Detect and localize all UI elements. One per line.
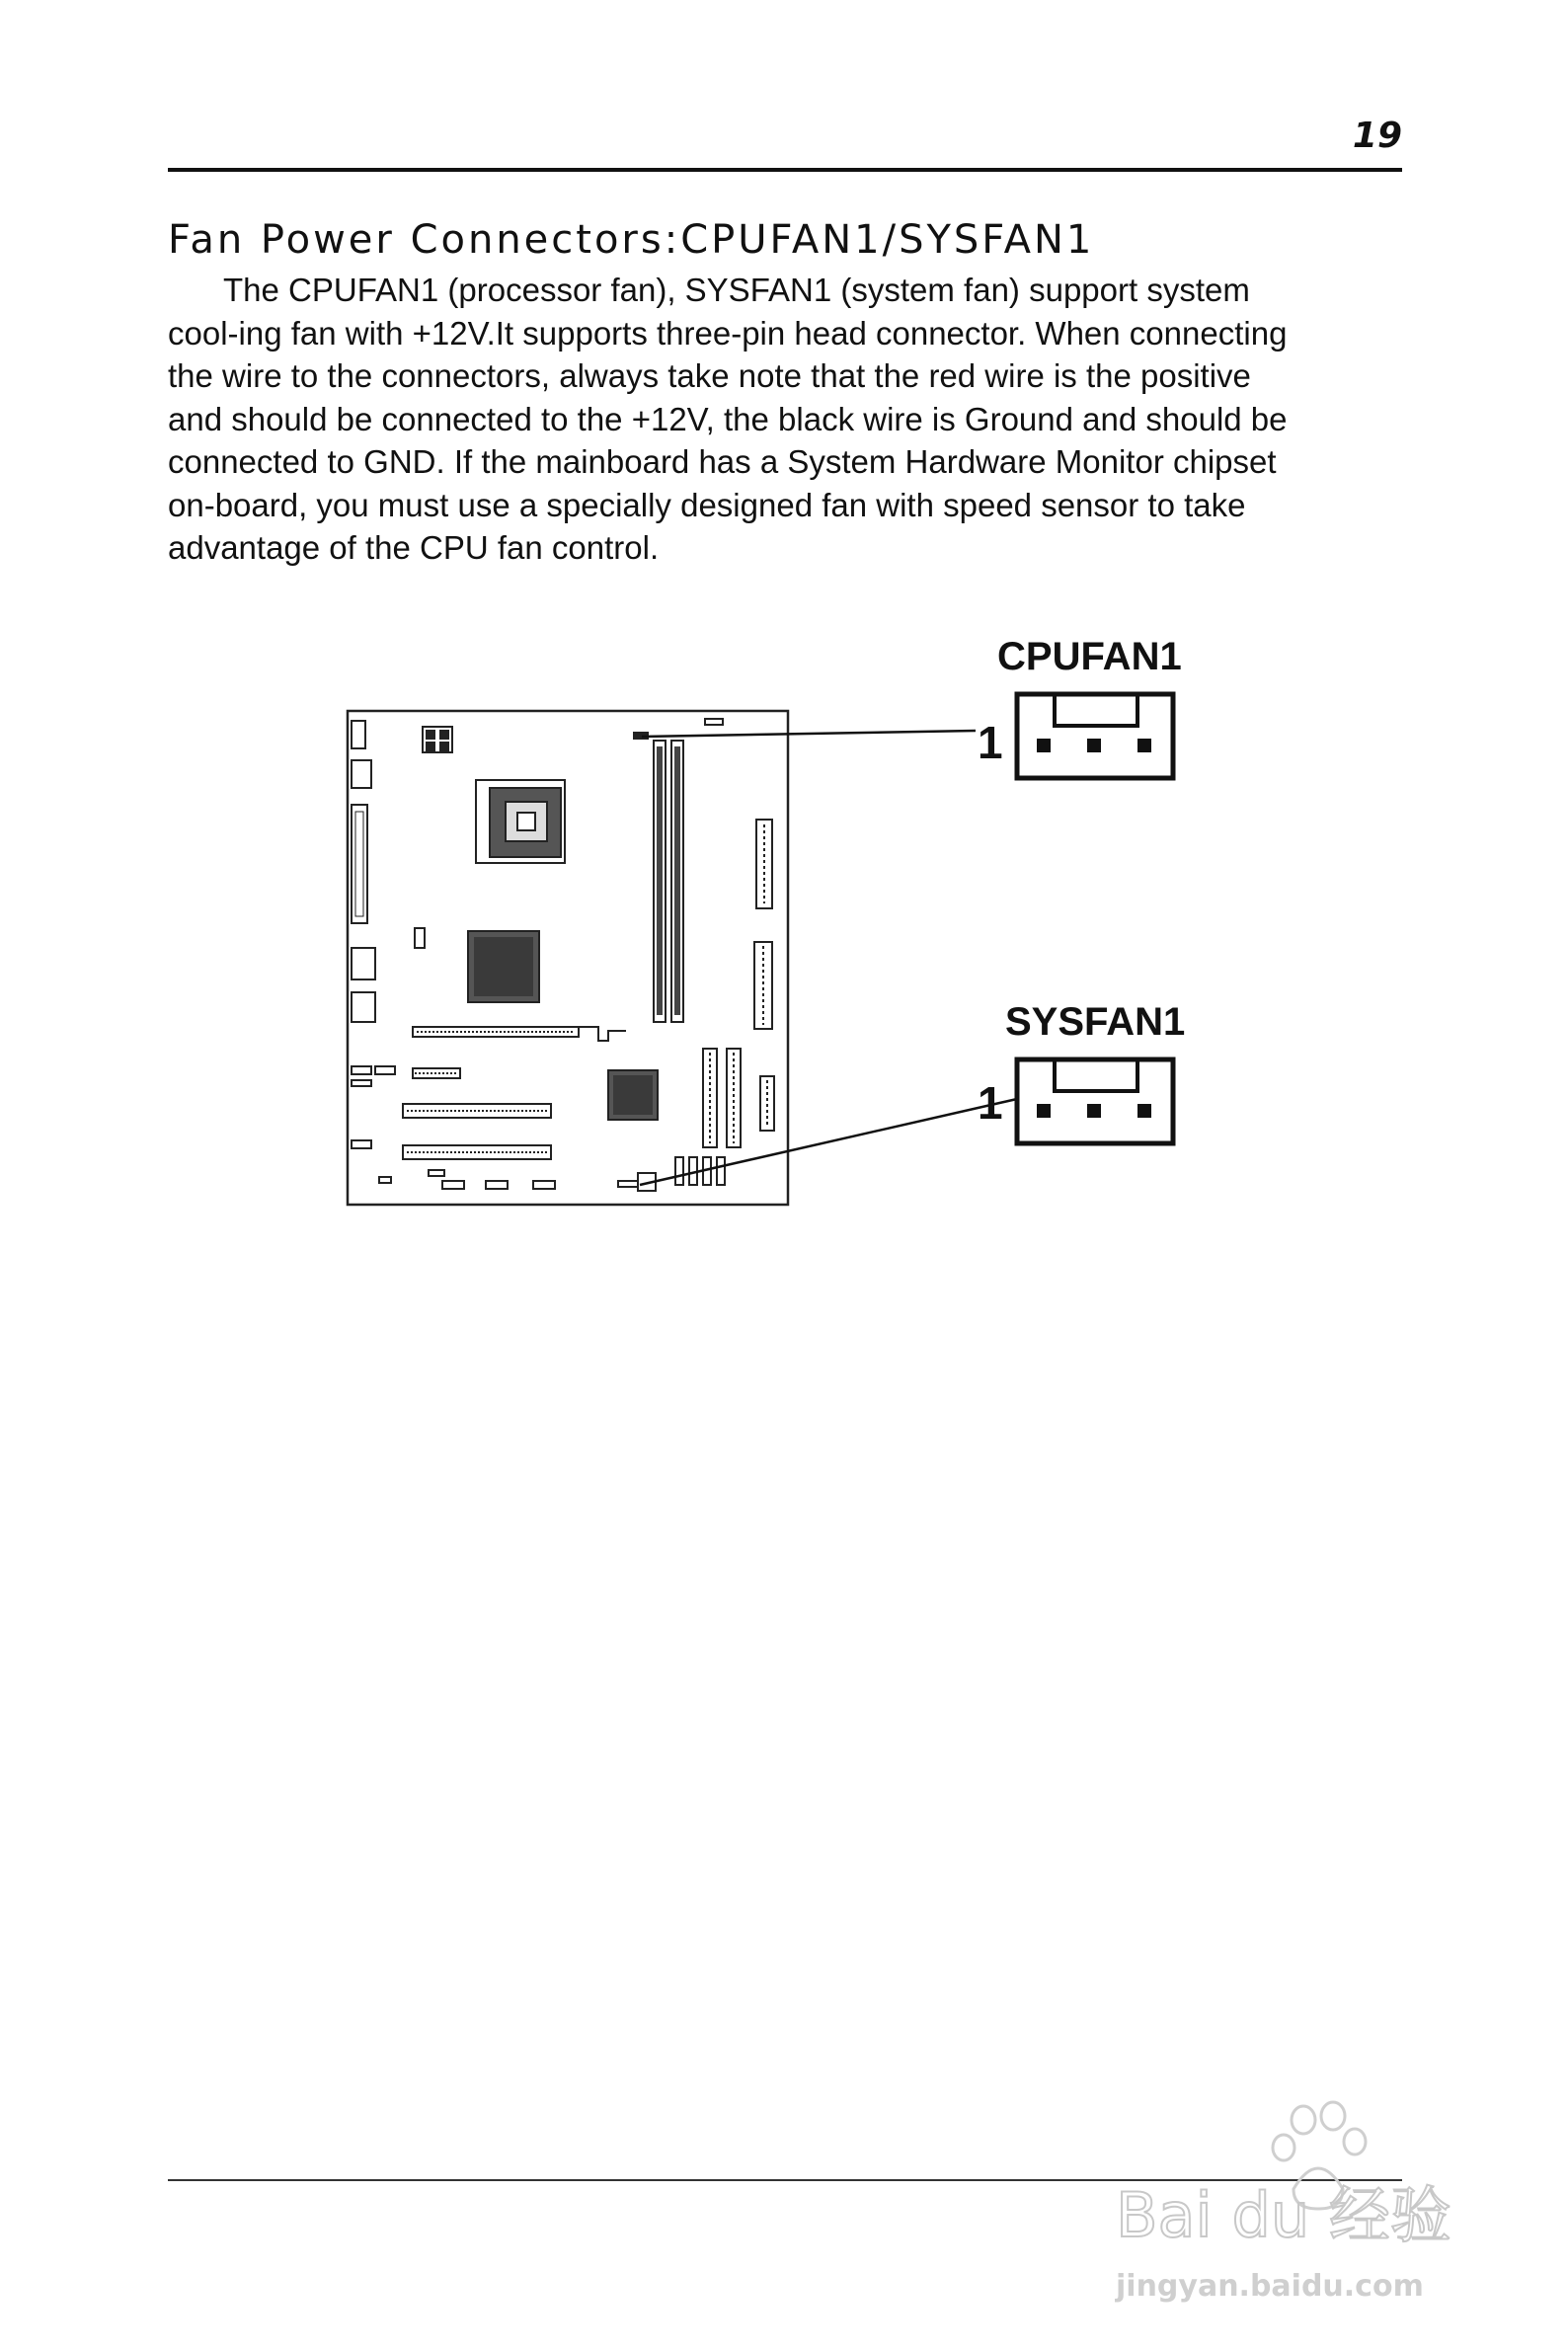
body-line: the wire to the connectors, always take note that the red wire is the positive xyxy=(168,357,1251,394)
sysfan1-pin1-label: 1 xyxy=(978,1077,1003,1129)
body-line: and should be connected to the +12V, the black wire is Ground and should be xyxy=(168,400,1288,437)
cpufan1-pin1-label: 1 xyxy=(978,717,1003,768)
section-title: Fan Power Connectors:CPUFAN1/SYSFAN1 xyxy=(168,217,1095,263)
sysfan1-label: SYSFAN1 xyxy=(1005,1000,1186,1044)
page-number: 19 xyxy=(1352,116,1402,156)
fan-connector-diagram xyxy=(0,592,1568,1244)
body-paragraph xyxy=(168,269,1404,570)
body-line: connected to GND. If the mainboard has a System Hardware Monitor chipset xyxy=(168,443,1277,480)
watermark-logo-text: Bai du 经验 xyxy=(1116,2179,1451,2251)
body-line: advantage of the CPU fan control. xyxy=(168,529,660,566)
watermark-url: jingyan.baidu.com xyxy=(1116,2269,1424,2304)
cpufan1-label: CPUFAN1 xyxy=(997,635,1182,678)
sysfan-leader-line xyxy=(640,1099,1017,1185)
baidu-watermark xyxy=(1096,2098,1491,2325)
sysfan1-connector xyxy=(1017,1059,1173,1143)
cpufan1-connector xyxy=(1017,694,1173,778)
header-rule xyxy=(168,168,1402,172)
cpufan-leader-line xyxy=(642,731,976,737)
body-line: on-board, you must use a specially designed fan with speed sensor to take xyxy=(168,486,1246,523)
body-line: The CPUFAN1 (processor fan), SYSFAN1 (system fan) support system xyxy=(223,272,1250,308)
cpu-socket-label: SOCKET 754 xyxy=(476,811,485,859)
motherboard-layout xyxy=(348,711,788,1205)
body-line: cool-ing fan with +12V.It supports three-pin head connector. When connecting xyxy=(168,314,1288,352)
